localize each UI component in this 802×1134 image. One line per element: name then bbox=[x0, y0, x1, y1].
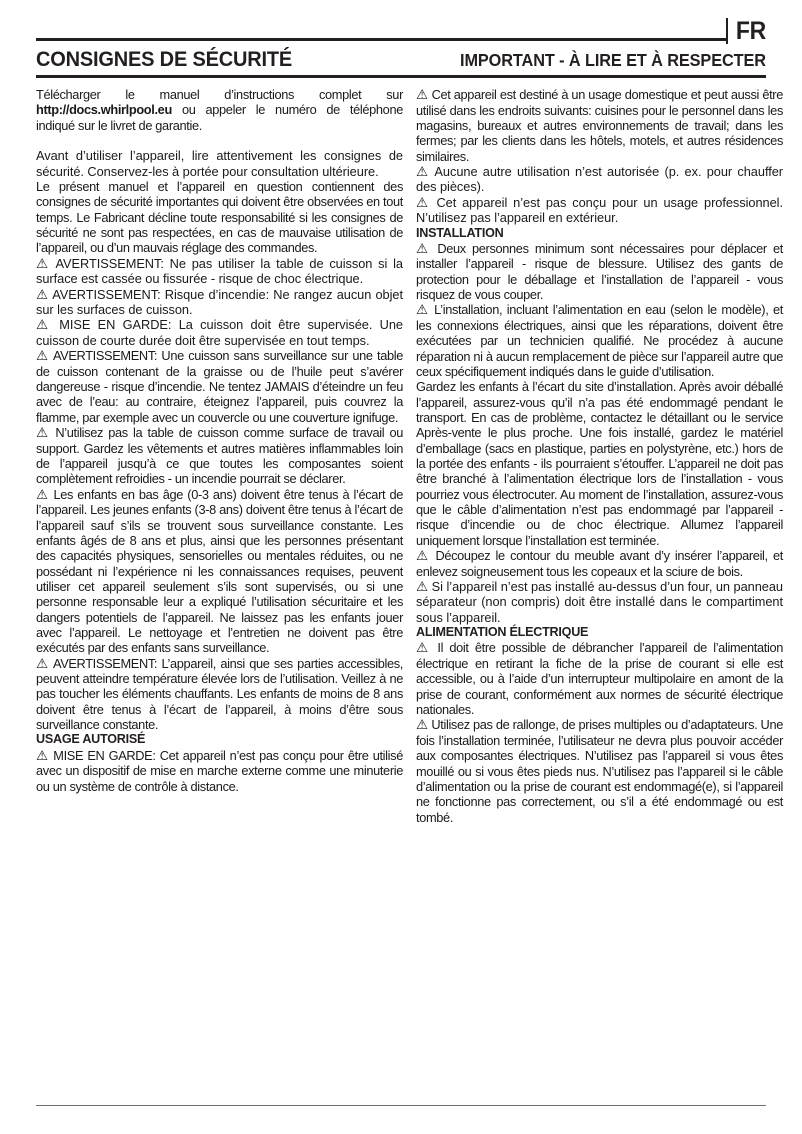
header-top-rule bbox=[36, 38, 726, 41]
warning-triangle-icon: ⚠ bbox=[416, 163, 430, 180]
warning-paragraph bbox=[416, 241, 783, 303]
paragraph-text: Avant d’utiliser l’appareil, lire attentivement les consignes de sécurité. Conservez-les à portée pour consultation ultérieure. bbox=[36, 148, 403, 179]
right-column bbox=[416, 87, 783, 825]
warning-triangle-icon: ⚠ bbox=[36, 317, 52, 334]
section-heading: USAGE AUTORISÉ bbox=[36, 732, 146, 747]
warning-paragraph bbox=[36, 317, 403, 348]
warning-paragraph bbox=[36, 656, 403, 733]
warning-triangle-icon: ⚠ bbox=[36, 486, 50, 503]
paragraph-text: AVERTISSEMENT: Une cuisson sans surveillance sur une table de cuisson contenant de la graisse ou de l’huile peut s’avérer dangereuse - risque d’incendie. Ne tentez JAMAIS d’éteindre un feu avec de l’eau: au contraire, éteignez l’appareil, puis couvrez la flamme, par exemple avec un couvercle ou une couverture ignifuge. bbox=[36, 348, 404, 425]
paragraph-text: Cet appareil n’est pas conçu pour un usage professionnel. N’utilisez pas l’appareil en extérieur. bbox=[416, 194, 783, 226]
paragraph-text: Aucune autre utilisation n’est autorisée (p. ex. pour chauffer des pièces). bbox=[416, 163, 783, 195]
warning-triangle-icon: ⚠ bbox=[416, 717, 429, 734]
paragraph-text: L’installation, incluant l’alimentation en eau (selon le modèle), et les connexions électriques, ainsi que les réparations, doivent être exécutées par un technicien qualifié. Ne procédez à aucune réparation ni à aucun remplacement de pièce sur l’appareil autre que ceux spécifiquement indiqués dans le guide d’utilisation. bbox=[416, 302, 783, 379]
warning-triangle-icon: ⚠ bbox=[36, 348, 50, 365]
paragraph-text: Il doit être possible de débrancher l’appareil de l’alimentation électrique en retirant la fiche de la prise de courant si elle est accessible, ou à l’aide d’un interrupteur multipolaire en amont de la prise de courant, conformément aux normes de sécurité électrique nationales. bbox=[416, 640, 783, 717]
paragraph-text: Utilisez pas de rallonge, de prises multiples ou d’adaptateurs. Une fois l’installation terminée, l’utilisateur ne devra plus pouvoir accéder aux composantes électriques. N’utilisez pas l’appareil si vous êtes mouillé ou si vous êtes pieds nus. N’utilisez pas l’appareil si le câble d’alimentation ou la prise de courant est endommagé(e), si l’appareil ne fonctionne pas correctement, ou s’il a été endommagé ou est tombé. bbox=[416, 717, 783, 825]
warning-triangle-icon: ⚠ bbox=[36, 655, 50, 672]
page-subtitle: IMPORTANT - À LIRE ET À RESPECTER bbox=[460, 50, 766, 70]
page-header bbox=[36, 0, 766, 78]
page-bottom-rule bbox=[36, 1105, 766, 1106]
header-top-rule-row bbox=[36, 14, 766, 44]
left-column bbox=[36, 87, 403, 825]
body-paragraph bbox=[36, 148, 403, 179]
body-paragraph bbox=[36, 87, 403, 133]
two-column-body bbox=[36, 87, 783, 825]
paragraph-text: N’utilisez pas la table de cuisson comme surface de travail ou support. Gardez les vêtements et autres matières inflammables loin de l’appareil jusqu’à ce que toutes les composantes soient complètement refroidies - un incendie pourrait se déclarer. bbox=[36, 425, 403, 487]
header-vertical-divider bbox=[726, 18, 728, 44]
warning-triangle-icon: ⚠ bbox=[416, 548, 431, 565]
paragraph-text: AVERTISSEMENT: L’appareil, ainsi que ses parties accessibles, peuvent atteindre température élevée lors de l’utilisation. Veillez à ne pas toucher les éléments chauffants. Les enfants de moins de 8 ans doivent être tenus à l’écart de l’appareil, à moins d’être sous surveillance constante. bbox=[36, 655, 404, 733]
warning-paragraph bbox=[416, 302, 783, 379]
paragraph-text: MISE EN GARDE: La cuisson doit être supervisée. Une cuisson de courte durée doit être supervisée en tout temps. bbox=[36, 317, 403, 348]
warning-triangle-icon: ⚠ bbox=[416, 640, 432, 657]
warning-triangle-icon: ⚠ bbox=[416, 87, 429, 103]
warning-triangle-icon: ⚠ bbox=[416, 240, 432, 257]
warning-paragraph bbox=[36, 348, 403, 425]
paragraph-text: Si l’appareil n’est pas installé au-dessus d’un four, un panneau séparateur (non compris) doit être installé dans le compartiment sous l’appareil. bbox=[416, 578, 783, 625]
warning-triangle-icon: ⚠ bbox=[416, 578, 429, 595]
page-title: CONSIGNES DE SÉCURITÉ bbox=[36, 47, 293, 71]
header-bottom-rule bbox=[36, 75, 766, 78]
warning-paragraph bbox=[416, 164, 783, 195]
paragraph-text: Cet appareil est destiné à un usage domestique et peut aussi être utilisé dans les endroits suivants: cuisines pour le personnel dans les magasins, bureaux et autres environnements de travail; dans les fermes; par les clients dans les hôtels, motels, et autres résidences similaires. bbox=[416, 87, 783, 164]
manual-url: http://docs.whirlpool.eu bbox=[36, 102, 172, 118]
paragraph-text: Télécharger le manuel d’instructions complet sur bbox=[36, 87, 403, 102]
section-heading: ALIMENTATION ÉLECTRIQUE bbox=[416, 625, 589, 640]
warning-triangle-icon: ⚠ bbox=[36, 255, 51, 272]
paragraph-text: AVERTISSEMENT: Ne pas utiliser la table de cuisson si la surface est cassée ou fissurée - risque de choc électrique. bbox=[36, 255, 403, 287]
paragraph-text: ou appeler le numéro de téléphone indiqué sur le livret de garantie. bbox=[36, 102, 403, 133]
paragraph-text: Le présent manuel et l’appareil en question contiennent des consignes de sécurité importantes qui doivent être observées en tout temps. Le Fabricant décline toute responsabilité si les consignes de sécurité ne sont pas respectées, en cas de mauvaise utilisation de l’appareil, ou d’un mauvais réglage des commandes. bbox=[36, 179, 403, 256]
warning-paragraph bbox=[36, 256, 403, 287]
header-title-row bbox=[36, 44, 766, 74]
warning-paragraph bbox=[416, 579, 783, 625]
paragraph-text: Les enfants en bas âge (0-3 ans) doivent être tenus à l’écart de l’appareil. Les jeunes enfants (3-8 ans) doivent être tenus à l’écart de l’appareil sauf s’ils se trouvent sous surveillance constante. Les enfants âgés de 8 ans et plus, ainsi que les personnes présentant des capacités physiques, sensorielles ou mentales réduites, ou ne possédant ni l’expérience ni les connaissances requises, peuvent utiliser cet appareil seulement s’ils sont supervisés, ou si une personne responsable leur a expliqué l’utilisation sécuritaire et les dangers potentiels de l’appareil. Ne laissez pas les enfants jouer avec l’appareil. Le nettoyage et l’entretien ne doivent pas être exécutés par des enfants sans surveillance. bbox=[36, 486, 403, 656]
warning-paragraph bbox=[416, 640, 783, 717]
warning-triangle-icon: ⚠ bbox=[416, 302, 430, 319]
warning-paragraph bbox=[36, 287, 403, 318]
warning-triangle-icon: ⚠ bbox=[36, 425, 51, 442]
language-code: FR bbox=[735, 17, 766, 45]
warning-paragraph bbox=[36, 425, 403, 487]
paragraph-text: Gardez les enfants à l’écart du site d’installation. Après avoir déballé l’appareil, assurez-vous qu’il n’a pas été endommagé pendant le transport. En cas de problème, contactez le détaillant ou le service Après-vente le plus proche. Une fois installé, gardez le matériel d’emballage (sacs en plastique, parties en polystyrène, etc.) hors de la portée des enfants - ils pourraient s’étouffer. L’appareil ne doit pas être branché à l’alimentation électrique lors de l’installation - vous pourriez vous électrocuter. Au moment de l’installation, assurez-vous que le câble d’alimentation n’est pas endommagé par l’appareil - risque d’incendie ou de choc électrique. Allumez l’appareil uniquement lorsque l’installation est terminée. bbox=[416, 379, 783, 548]
warning-paragraph bbox=[416, 87, 783, 164]
warning-paragraph bbox=[416, 717, 783, 825]
warning-paragraph bbox=[416, 195, 783, 226]
warning-triangle-icon: ⚠ bbox=[36, 286, 49, 303]
section-heading: INSTALLATION bbox=[416, 225, 504, 240]
warning-paragraph bbox=[36, 487, 403, 656]
paragraph-text: Deux personnes minimum sont nécessaires pour déplacer et installer l’appareil - risque de blessure. Utilisez des gants de protection pour le déballage et l’installation de l’appareil - vous risquez de vous couper. bbox=[416, 240, 783, 303]
paragraph-spacer bbox=[36, 133, 403, 148]
body-paragraph bbox=[36, 179, 403, 256]
paragraph-text: AVERTISSEMENT: Risque d’incendie: Ne rangez aucun objet sur les surfaces de cuisson. bbox=[36, 286, 403, 318]
paragraph-text: MISE EN GARDE: Cet appareil n’est pas conçu pour être utilisé avec un dispositif de mise en marche externe comme une minuterie ou un système de contrôle à distance. bbox=[36, 747, 403, 794]
warning-triangle-icon: ⚠ bbox=[416, 194, 431, 211]
body-paragraph bbox=[416, 379, 783, 548]
warning-triangle-icon: ⚠ bbox=[36, 747, 50, 764]
paragraph-text: Découpez le contour du meuble avant d’y insérer l’appareil, et enlevez soigneusement tous les copeaux et la sciure de bois. bbox=[416, 548, 783, 579]
warning-paragraph bbox=[36, 748, 403, 794]
warning-paragraph bbox=[416, 548, 783, 579]
